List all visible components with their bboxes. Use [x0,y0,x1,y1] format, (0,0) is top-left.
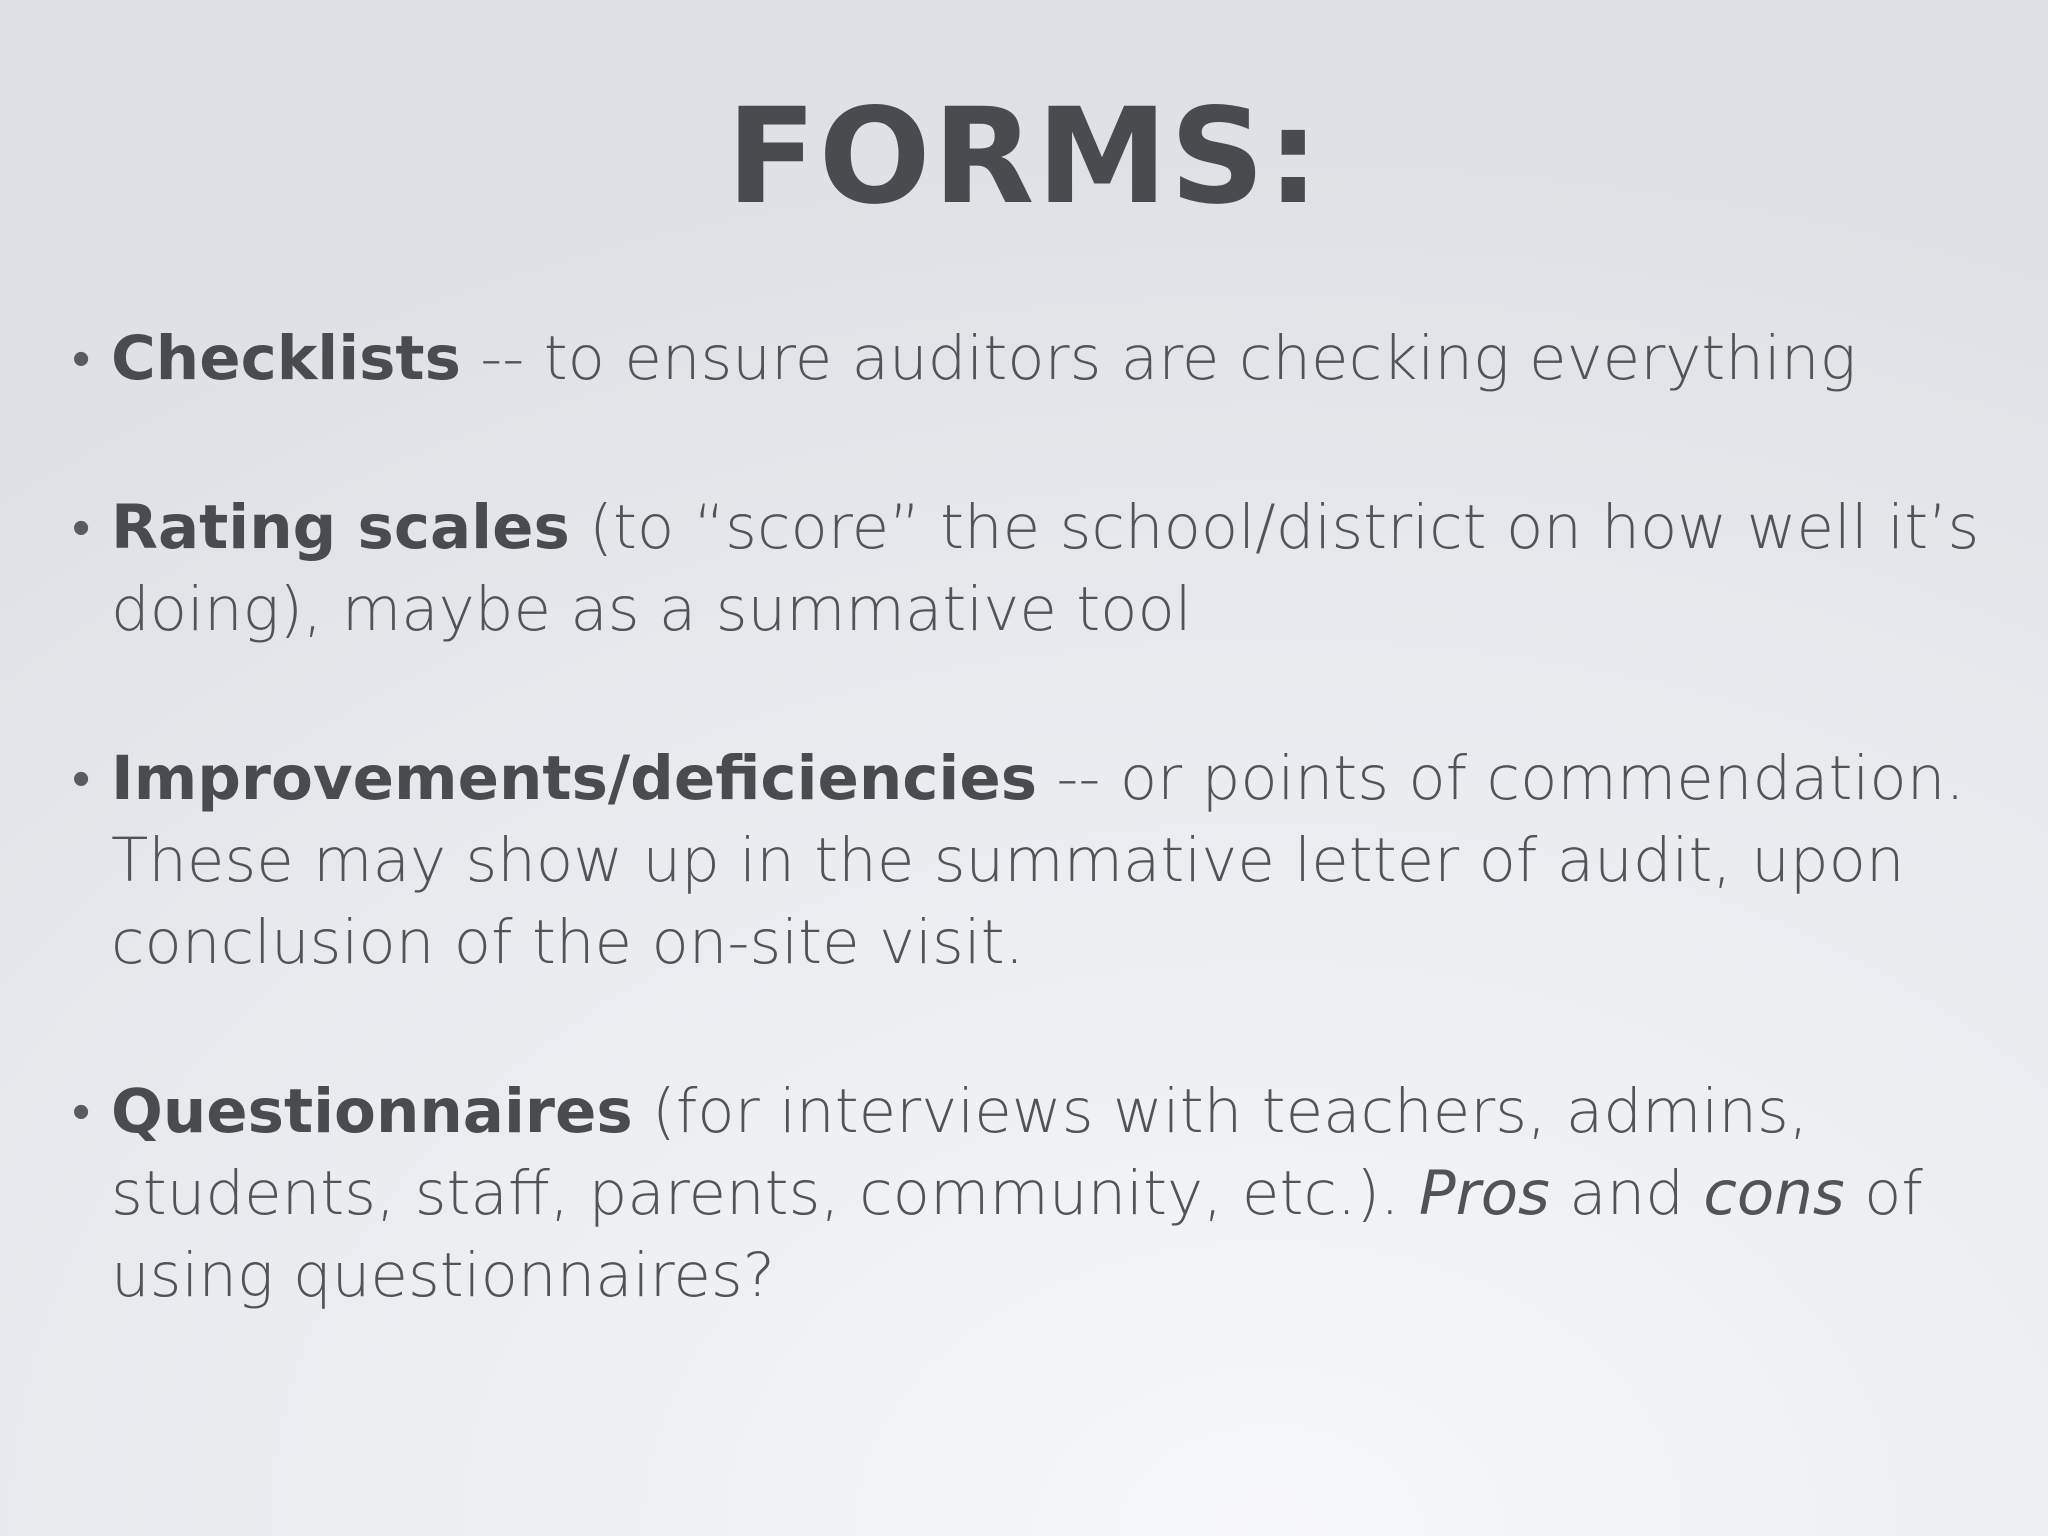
bullet-marker: • [72,498,91,558]
bullet-marker: • [72,749,91,809]
bullet-text: of using questionnaires? [111,1158,1923,1311]
bullet-term: Checklists [111,323,461,394]
bullet-term: Rating scales [111,492,570,563]
bullet-text: (for interviews with teachers, admins, students, staff, parents, community, etc.). [111,1076,1809,1229]
bullet-term: Questionnaires [111,1076,633,1147]
bullet-list [64,318,2004,1317]
bullet-term: Improvements/deficiencies [111,743,1038,814]
bullet-questionnaires [64,1071,2004,1317]
bullet-text: and [1549,1158,1704,1229]
bullet-rating-scales [64,487,2004,651]
slide-title: FORMS: [726,80,1322,234]
bullet-text: -- to ensure auditors are checking everything [460,323,1857,394]
bullet-improvements-deficiencies [64,738,2004,984]
bullet-marker: • [72,1082,91,1142]
bullet-text: (to “score” the school/district on how well it’s doing), maybe as a summative tool [111,492,1980,645]
bullet-text-italic-cons: cons [1703,1158,1845,1229]
bullet-checklists [64,318,2004,400]
bullet-text-italic-pros: Pros [1418,1158,1550,1229]
bullet-marker: • [72,329,91,389]
bullet-text: -- or points of commendation. These may show up in the summative letter of audit, upon conclusion of the on-site visit. [111,743,1965,978]
